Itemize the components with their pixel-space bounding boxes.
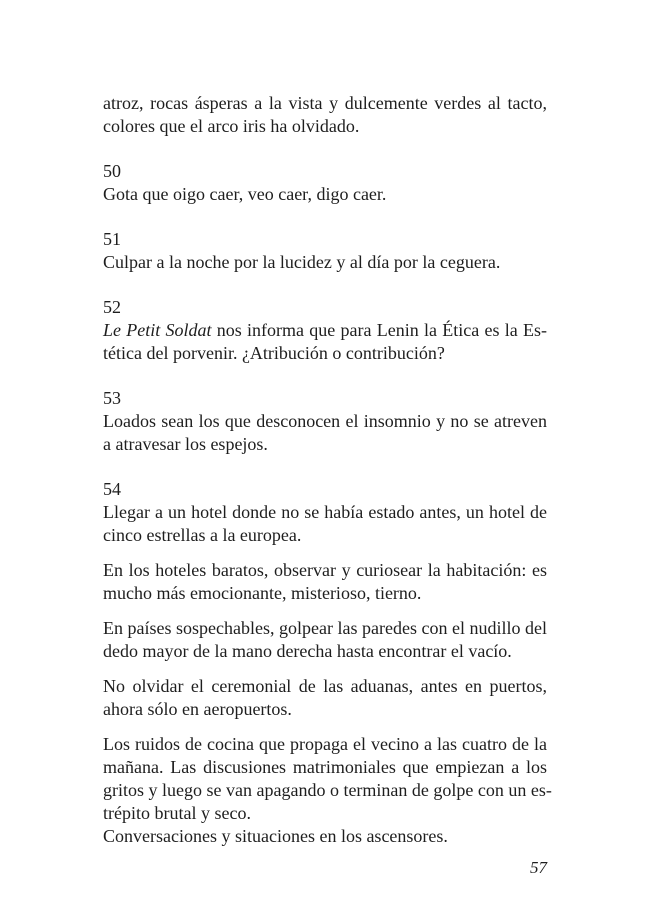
text-line xyxy=(103,319,547,342)
text-line: En países sospechables, golpear las paredes con el nudillo del xyxy=(103,618,547,638)
entry-51 xyxy=(103,228,547,274)
text-line: En los hoteles baratos, observar y curiosear la habitación: es xyxy=(103,560,547,580)
page-body xyxy=(103,92,552,848)
entry-number: 50 xyxy=(103,161,121,181)
text-line: Llegar a un hotel donde no se había estado antes, un hotel de xyxy=(103,502,547,522)
text-line: No olvidar el ceremonial de las aduanas, antes en puertos, xyxy=(103,676,547,696)
text-line: dedo mayor de la mano derecha hasta encontrar el vacío. xyxy=(103,641,512,661)
intro-paragraph xyxy=(103,92,547,138)
text-line: ahora sólo en aeropuertos. xyxy=(103,699,292,719)
text-line: trépito brutal y seco. xyxy=(103,803,251,823)
entry-number: 52 xyxy=(103,297,121,317)
text-line: mañana. Las discusiones matrimoniales que empiezan a los xyxy=(103,757,547,777)
text-line: a atravesar los espejos. xyxy=(103,434,268,454)
text-line: gritos y luego se van apagando o terminan de golpe con un es- xyxy=(103,780,552,800)
text-line: tética del porvenir. ¿Atribución o contribución? xyxy=(103,343,445,363)
entry-50 xyxy=(103,160,547,206)
entry-number: 51 xyxy=(103,229,121,249)
text-line: Gota que oigo caer, veo caer, digo caer. xyxy=(103,184,387,204)
entry-53 xyxy=(103,387,547,456)
text-line: Culpar a la noche por la lucidez y al día por la ceguera. xyxy=(103,252,501,272)
entry-52 xyxy=(103,296,547,365)
entry-54 xyxy=(103,478,552,848)
page-number: 57 xyxy=(530,858,547,877)
text-line: colores que el arco iris ha olvidado. xyxy=(103,116,360,136)
text-line: atroz, rocas ásperas a la vista y dulcemente verdes al tacto, xyxy=(103,93,547,113)
film-title: Le Petit Soldat xyxy=(103,320,212,340)
text-line: cinco estrellas a la europea. xyxy=(103,525,302,545)
entry-number: 54 xyxy=(103,479,121,499)
text-line: Conversaciones y situaciones en los ascensores. xyxy=(103,826,448,846)
entry-number: 53 xyxy=(103,388,121,408)
text-line: Los ruidos de cocina que propaga el vecino a las cuatro de la xyxy=(103,734,547,754)
text-run: nos informa que para Lenin la Ética es la Es- xyxy=(211,320,547,340)
text-line: mucho más emocionante, misterioso, tierno. xyxy=(103,583,422,603)
text-line: Loados sean los que desconocen el insomnio y no se atreven xyxy=(103,411,547,431)
